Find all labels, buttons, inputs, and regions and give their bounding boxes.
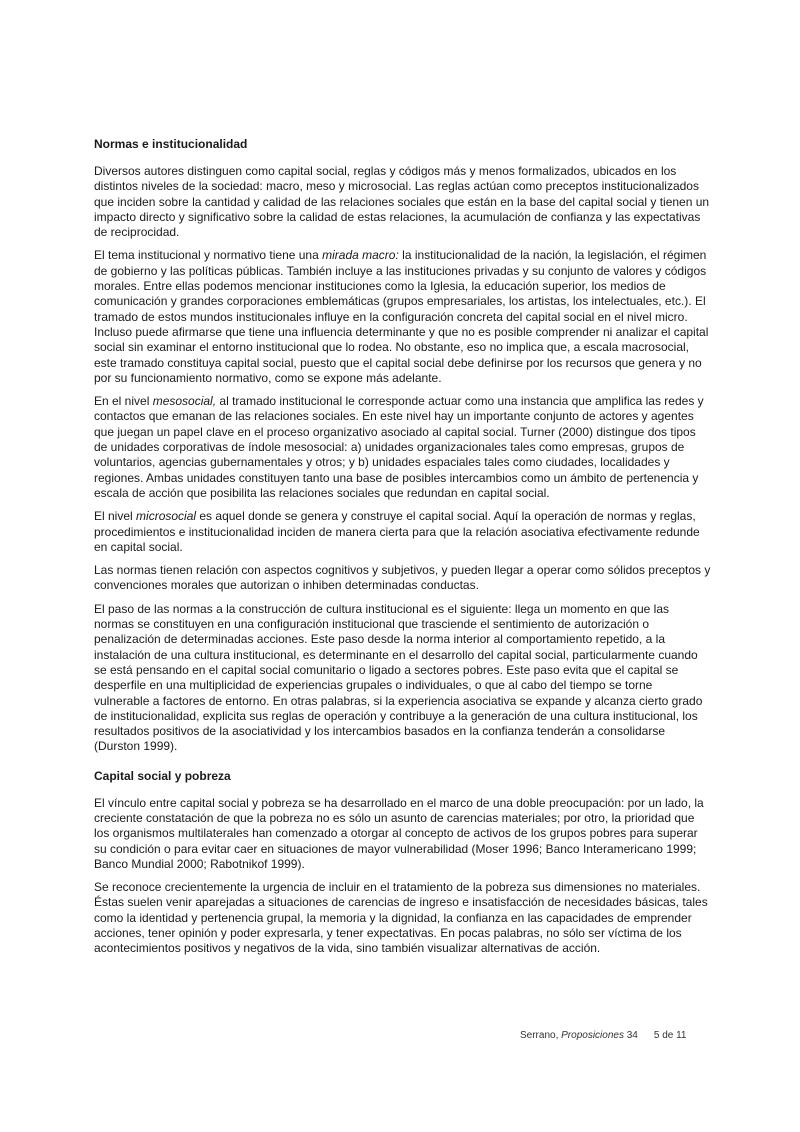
document-page — [94, 137, 711, 965]
paragraph — [94, 509, 711, 555]
emphasis-text: mirada macro: — [322, 248, 399, 263]
footer-author: Serrano, — [520, 1030, 562, 1041]
emphasis-text: mesosocial, — [152, 394, 217, 409]
page-footer — [520, 1030, 720, 1041]
footer-journal: Proposiciones — [561, 1030, 624, 1041]
text-run: El tema institucional y normativo tiene una — [94, 248, 323, 263]
paragraph: Las normas tienen relación con aspectos cognitivos y subjetivos, y pueden llegar a operar como sólidos preceptos y convenciones morales que autorizan o inhiben determinadas conductas. — [94, 563, 711, 593]
paragraph: Se reconoce crecientemente la urgencia de incluir en el tratamiento de la pobreza sus dimensiones no materiales. Éstas suelen venir aparejadas a situaciones de carencias de ingreso e insatisfacción de necesidades básicas, tales como la identidad y pertenencia grupal, la memoria y la dignidad, la confianza en las capacidades de emprender acciones, tener opinión y poder expresarla, y tener expectativas. En pocas palabras, no sólo ser víctima de los acontecimientos positivos y negativos de la vida, sino también visualizar alternativas de acción. — [94, 880, 708, 956]
emphasis-text: microsocial — [136, 509, 197, 524]
footer-issue: 34 — [623, 1030, 638, 1041]
section-heading-normas: Normas e institucionalidad — [94, 137, 248, 151]
text-run: es aquel donde se genera y construye el capital social. Aquí la operación de normas y reglas, procedimientos e institucionalidad inciden de manera cierta para que la relación asociativa efectivamente redunde en capital social. — [94, 509, 700, 554]
text-run: El nivel — [94, 509, 137, 524]
paragraph: Diversos autores distinguen como capital social, reglas y códigos más y menos formalizados, ubicados en los distintos niveles de la sociedad: macro, meso y microsocial. Las reglas actúan como preceptos institucionalizados que inciden sobre la cantidad y calidad de las relaciones sociales que están en la base del capital social y tienen un impacto directo y significativo sobre la calidad de estas relaciones, la acumulación de confianza y las expectativas de reciprocidad. — [94, 164, 710, 240]
section-heading-pobreza: Capital social y pobreza — [94, 768, 231, 783]
paragraph: El vínculo entre capital social y pobreza se ha desarrollado en el marco de una doble preocupación: por un lado, la creciente constatación de que la pobreza no es sólo un asunto de carencias materiales; por otro, la prioridad que los organismos multilaterales han comenzado a otorgar al concepto de activos de los grupos pobres para superar su condición o para evitar caer en situaciones de mayor vulnerabilidad (Moser 1996; Banco Interamericano 1999; Banco Mundial 2000; Rabotnikof 1999). — [94, 795, 704, 871]
paragraph — [94, 248, 711, 386]
text-run: En el nivel — [94, 394, 153, 409]
paragraph: El paso de las normas a la construcción de cultura institucional es el siguiente: llega un momento en que las normas se constituyen en una configuración institucional que trasciende el sentimiento de autorización o penalización de determinadas acciones. Este paso desde la norma interior al comportamiento repetido, a la instalación de una cultura institucional, es determinante en el desarrollo del capital social, particularmente cuando se está pensando en el capital social comunitario o ligado a sectores pobres. Este paso evita que el capital se desperfile en una multiplicidad de experiencias grupales o individuales, o que al cabo del tiempo se torne vulnerable a factores de entorno. En otras palabras, si la experiencia asociativa se expande y alcanza cierto grado de institucionalidad, explicita sus reglas de operación y contribuye a la generación de una cultura institucional, los resultados positivos de la asociatividad y los intercambios basados en la confianza tenderán a consolidarse (Durston 1999). — [94, 601, 703, 754]
text-run: al tramado institucional le corresponde actuar como una instancia que amplifica las redes y contactos que emanan de las relaciones sociales. En este nivel hay un importante conjunto de actores y agentes que juegan un papel clave en el proceso organizativo asociado al capital social. Turner (2000) distingue dos tipos de unidades corporativas de índole mesosocial: a) unidades organizacionales tales como empresas, grupos de voluntarios, agencias gubernamentales y otros; y b) unidades espaciales tales como ciudades, localidades y regiones. Ambas unidades constituyen tanto una base de posibles intercambios como un ámbito de pertenencia y escala de acción que posibilita las relaciones sociales que redundan en capital social. — [94, 394, 704, 500]
text-run: la institucionalidad de la nación, la legislación, el régimen de gobierno y las políticas públicas. También incluye a las instituciones privadas y su conjunto de valores y códigos morales. Entre ellas podemos mencionar instituciones como la Iglesia, la educación superior, los medios de comunicación y grandes corporaciones emblemáticas (grupos empresariales, los artistas, los intelectuales, etc.). El tramado de estos mundos institucionales influye en la configuración concreta del capital social en el nivel micro. Incluso puede afirmarse que tiene una influencia determinante y que no es posible comprender ni analizar el capital social sin examinar el entorno institucional que lo rodea. No obstante, eso no implica que, a escala macrosocial, este tramado constituya capital social, puesto que el capital social debe definirse por los recursos que genera y no por su funcionamiento normativo, como se expone más adelante. — [94, 248, 709, 385]
page-number: 5 de 11 — [653, 1030, 687, 1041]
paragraph — [94, 394, 711, 501]
